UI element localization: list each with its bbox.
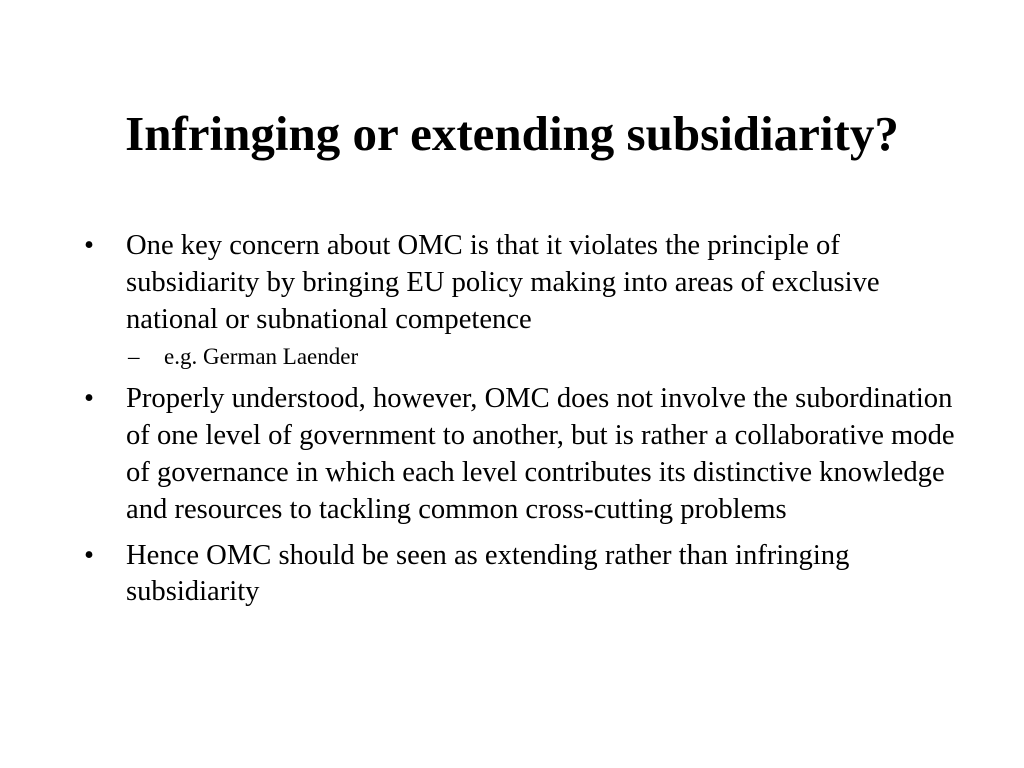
bullet-marker: •	[84, 383, 95, 415]
bullet-marker: •	[84, 539, 95, 571]
bullet-list	[84, 228, 954, 620]
sub-bullet-item	[128, 342, 954, 372]
sub-bullet-text: e.g. German Laender	[164, 344, 359, 370]
bullet-text: Hence OMC should be seen as extending rather than infringing subsidiarity	[126, 539, 850, 608]
bullet-item	[84, 381, 954, 528]
sub-bullet-marker: –	[128, 344, 140, 370]
bullet-marker: •	[84, 230, 95, 261]
sub-bullet-list	[126, 342, 954, 372]
bullet-text: One key concern about OMC is that it violates the principle of subsidiarity by bringing EU policy making into areas of exclusive national or subnational competence	[126, 230, 880, 335]
slide-title: Infringing or extending subsidiarity?	[125, 106, 899, 161]
bullet-item	[84, 538, 954, 612]
bullet-text: Properly understood, however, OMC does not involve the subordination of one level of government to another, but is rather a collaborative mode of governance in which each level contributes its distinctive knowledge and resources to tackling common cross-cutting problems	[126, 383, 955, 525]
bullet-item	[84, 228, 954, 372]
